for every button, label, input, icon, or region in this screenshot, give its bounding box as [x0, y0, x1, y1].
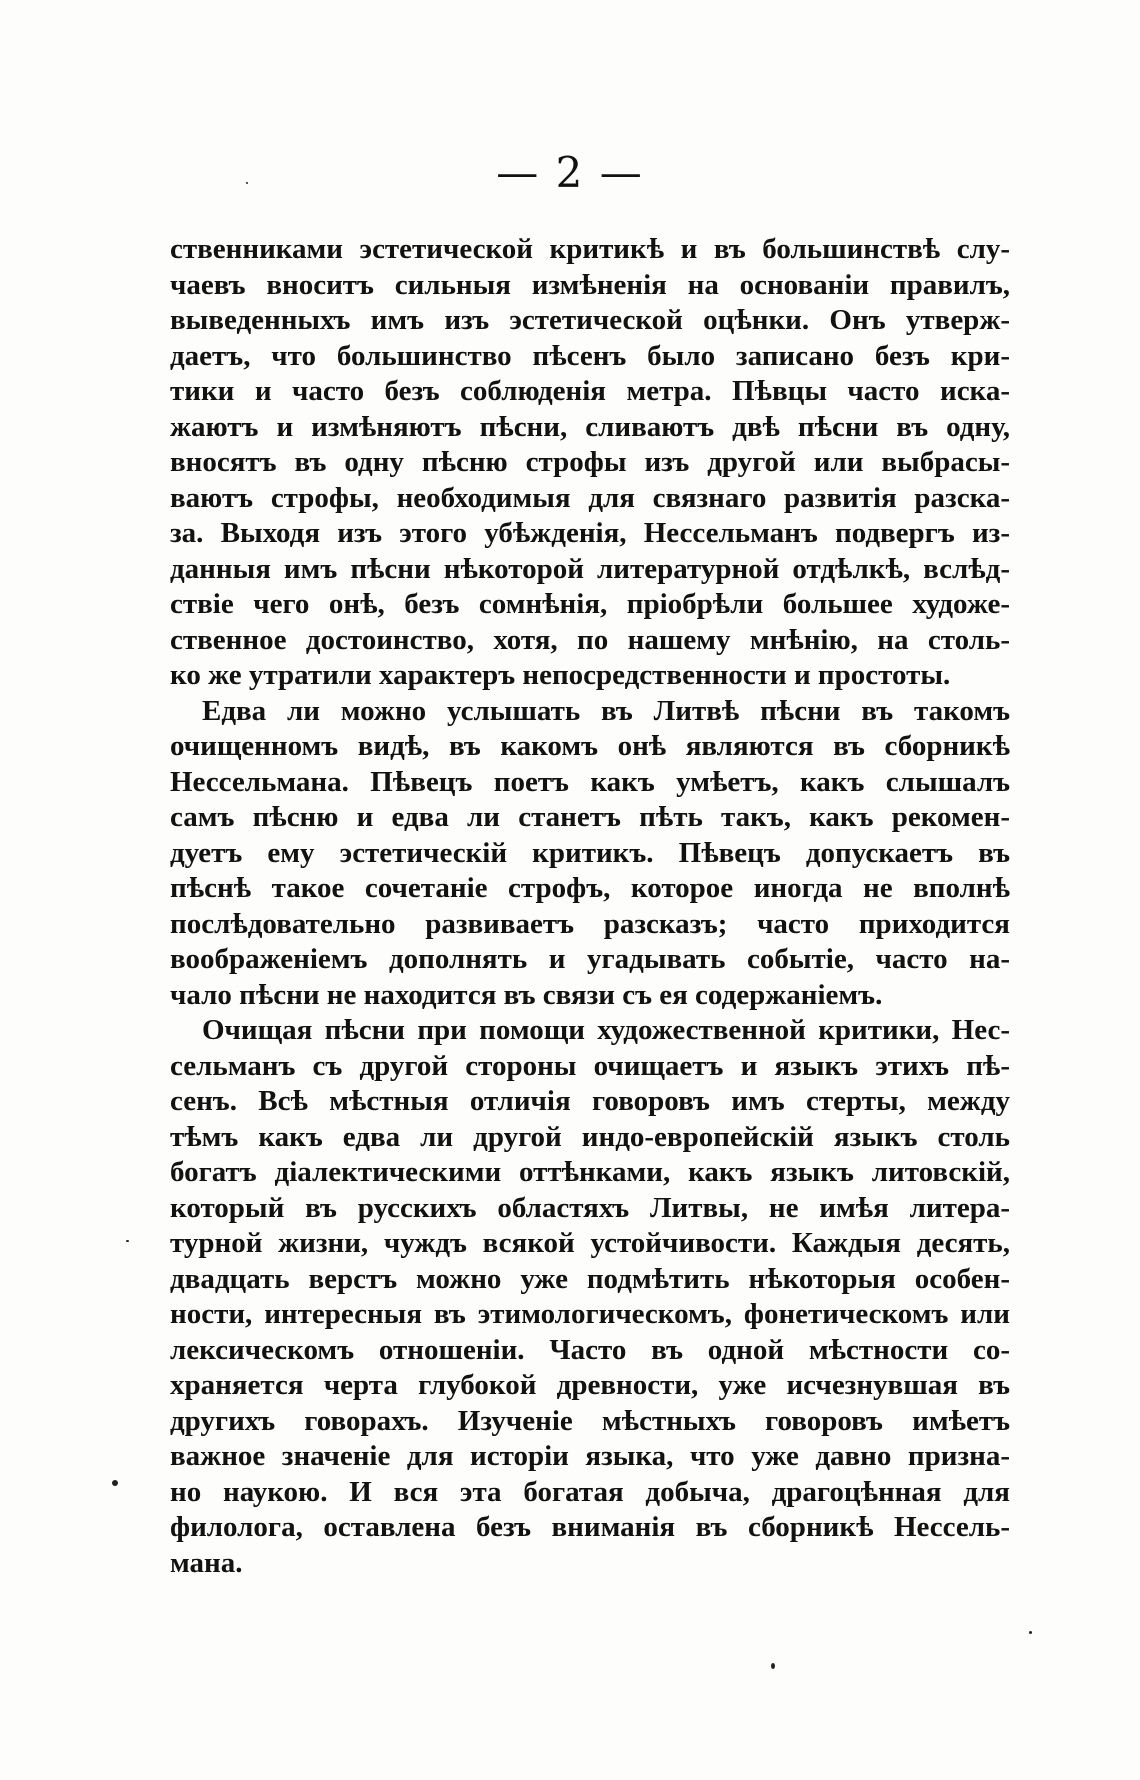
- text-line: сенъ. Всѣ мѣстныя отличія говоровъ имъ стерты, между: [170, 1085, 1010, 1117]
- text-line: другихъ говорахъ. Изученіе мѣстныхъ говоровъ имѣетъ: [170, 1404, 1010, 1437]
- paragraph-3: [170, 1013, 1010, 1581]
- text-line: данныя имъ пѣсни нѣкоторой литературной отдѣлкѣ, вслѣд-: [170, 552, 1010, 585]
- text-line: ваютъ строфы, необходимыя для связнаго развитія разска-: [170, 481, 1010, 514]
- scan-speck: [126, 1240, 129, 1242]
- text-line: чало пѣсни не находится въ связи съ ея содержаніемъ.: [170, 978, 883, 1011]
- body-text: [170, 232, 1010, 1581]
- page-number: — 2 —: [496, 148, 644, 197]
- text-line: мана.: [170, 1546, 243, 1579]
- text-line: турной жизни, чуждъ всякой устойчивости. Каждыя десять,: [170, 1227, 1010, 1259]
- text-line: чаевъ вноситъ сильныя измѣненія на основаніи правилъ,: [170, 268, 1010, 301]
- text-line: ко же утратили характеръ непосредственности и простоты.: [170, 659, 951, 691]
- text-line: ственниками эстетической критикѣ и въ большинствѣ слу-: [170, 233, 1010, 265]
- text-line: Едва ли можно услышать въ Литвѣ пѣсни въ такомъ: [202, 694, 1010, 727]
- text-line: филолога, оставлена безъ вниманія въ сборникѣ Нессель-: [170, 1511, 1010, 1543]
- scan-speck: [1029, 1631, 1032, 1634]
- text-line: но наукою. И вся эта богатая добыча, драгоцѣнная для: [170, 1475, 1010, 1508]
- text-line: храняется черта глубокой древности, уже исчезнувшая въ: [170, 1369, 1010, 1401]
- text-line: тѣмъ какъ едва ли другой индо-европейскій языкъ столь: [170, 1120, 1010, 1153]
- text-line: Очищая пѣсни при помощи художественной критики, Нес-: [202, 1014, 1010, 1046]
- text-line: Нессельмана. Пѣвецъ поетъ какъ умѣетъ, какъ слышалъ: [170, 765, 1010, 798]
- text-line: послѣдовательно развиваетъ разсказъ; часто приходится: [170, 907, 1010, 940]
- paragraph-2: [170, 694, 1010, 1014]
- text-line: воображеніемъ дополнять и угадывать событіе, часто на-: [170, 943, 1010, 975]
- scan-speck: [771, 1663, 775, 1669]
- text-line: сельманъ съ другой стороны очищаетъ и языкъ этихъ пѣ-: [170, 1049, 1010, 1082]
- text-line: ствіе чего онѣ, безъ сомнѣнія, пріобрѣли большее художе-: [170, 588, 1010, 620]
- scan-speck: [112, 1480, 118, 1486]
- text-line: важное значеніе для исторіи языка, что уже давно призна-: [170, 1440, 1010, 1472]
- scan-speck: [246, 182, 248, 184]
- text-line: самъ пѣсню и едва ли станетъ пѣть такъ, какъ рекомен-: [170, 801, 1010, 833]
- text-line: дуетъ ему эстетическій критикъ. Пѣвецъ допускаетъ въ: [170, 836, 1010, 869]
- text-line: даетъ, что большинство пѣсенъ было записано безъ кри-: [170, 339, 1010, 372]
- text-line: двадцать верстъ можно уже подмѣтить нѣкоторыя особен-: [170, 1262, 1010, 1295]
- text-line: лексическомъ отношеніи. Часто въ одной мѣстности со-: [170, 1333, 1010, 1366]
- text-line: очищенномъ видѣ, въ какомъ онѣ являются въ сборникѣ: [170, 730, 1010, 762]
- text-line: выведенныхъ имъ изъ эстетической оцѣнки. Онъ утверж-: [170, 304, 1010, 336]
- text-line: тики и часто безъ соблюденія метра. Пѣвцы часто иска-: [170, 375, 1010, 407]
- paragraph-1: [170, 232, 1010, 694]
- text-line: вносятъ въ одну пѣсню строфы изъ другой или выбрасы-: [170, 446, 1010, 478]
- text-line: ственное достоинство, хотя, по нашему мнѣнію, на столь-: [170, 623, 1010, 656]
- text-line: пѣснѣ такое сочетаніе строфъ, которое иногда не вполнѣ: [170, 872, 1010, 904]
- text-line: который въ русскихъ областяхъ Литвы, не имѣя литера-: [170, 1191, 1010, 1224]
- text-line: богатъ діалектическими оттѣнками, какъ языкъ литовскій,: [170, 1156, 1010, 1188]
- text-line: ности, интересныя въ этимологическомъ, фонетическомъ или: [170, 1298, 1010, 1330]
- text-line: за. Выходя изъ этого убѣжденія, Нессельманъ подвергъ из-: [170, 517, 1010, 549]
- text-line: жаютъ и измѣняютъ пѣсни, сливаютъ двѣ пѣсни въ одну,: [170, 410, 1010, 443]
